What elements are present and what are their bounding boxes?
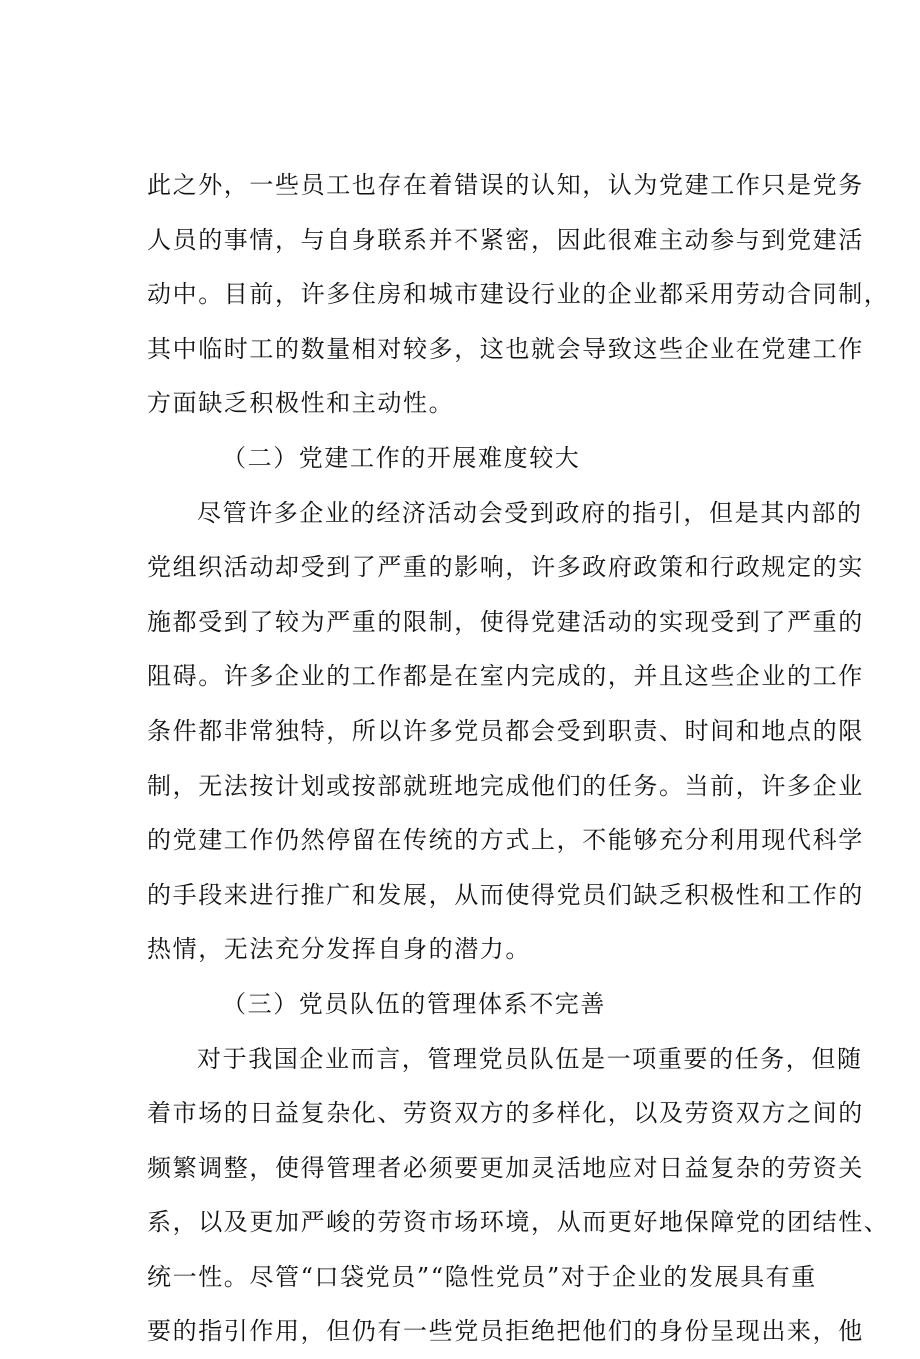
- paragraph-line: 着市场的日益复杂化、劳资双方的多样化，以及劳资双方之间的: [147, 1099, 864, 1128]
- paragraph-line: 统一性。尽管“口袋党员”“隐性党员”对于企业的发展具有重: [147, 1262, 817, 1291]
- section-heading: （三）党员队伍的管理体系不完善: [222, 989, 606, 1018]
- section-heading: （二）党建工作的开展难度较大: [222, 443, 581, 472]
- paragraph-line: 制，无法按计划或按部就班地完成他们的任务。当前，许多企业: [147, 771, 864, 800]
- paragraph-line: 党组织活动却受到了严重的影响，许多政府政策和行政规定的实: [147, 553, 864, 582]
- paragraph-line: 的党建工作仍然停留在传统的方式上，不能够充分利用现代科学: [147, 826, 864, 855]
- paragraph-line: 的手段来进行推广和发展，从而使得党员们缺乏积极性和工作的: [147, 880, 864, 909]
- paragraph-line: 此之外，一些员工也存在着错误的认知，认为党建工作只是党务: [147, 171, 864, 199]
- paragraph-line: 频繁调整，使得管理者必须要更加灵活地应对日益复杂的劳资关: [147, 1153, 864, 1182]
- document-body: [147, 158, 890, 1359]
- paragraph-line: 人员的事情，与自身联系并不紧密，因此很难主动参与到党建活: [147, 225, 864, 254]
- paragraph-first-line: 对于我国企业而言，管理党员队伍是一项重要的任务，但随: [197, 1044, 863, 1073]
- paragraph-line: 方面缺乏积极性和主动性。: [147, 389, 455, 418]
- paragraph-line: 系，以及更加严峻的劳资市场环境，从而更好地保障党的团结性、: [147, 1208, 890, 1237]
- paragraph-line: 要的指引作用，但仍有一些党员拒绝把他们的身份呈现出来，他: [147, 1317, 864, 1346]
- paragraph-line: 阻碍。许多企业的工作都是在室内完成的，并且这些企业的工作: [147, 662, 864, 691]
- paragraph-line: 动中。目前，许多住房和城市建设行业的企业都采用劳动合同制，: [147, 280, 890, 309]
- paragraph-first-line: 尽管许多企业的经济活动会受到政府的指引，但是其内部的: [197, 498, 863, 527]
- paragraph-line: 热情，无法充分发挥自身的潜力。: [147, 935, 531, 964]
- paragraph-line: 条件都非常独特，所以许多党员都会受到职责、时间和地点的限: [147, 716, 864, 745]
- paragraph-line: 其中临时工的数量相对较多，这也就会导致这些企业在党建工作: [147, 334, 864, 363]
- paragraph-line: 施都受到了较为严重的限制，使得党建活动的实现受到了严重的: [147, 607, 864, 636]
